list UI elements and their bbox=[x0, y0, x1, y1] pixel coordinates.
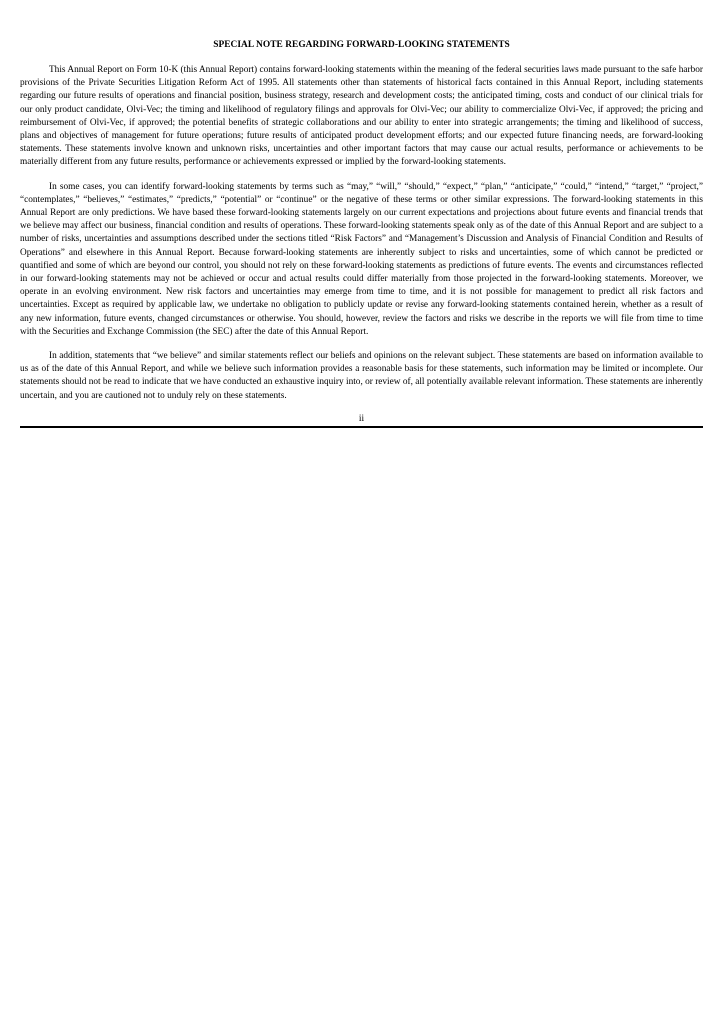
paragraph-identification: In some cases, you can identify forward-looking statements by terms such as “may,” “will,” “should,” “expect,” “plan,” “anticipate,” “could,” “intend,” “target,” “project,” “contemplates,” “believes,” “estimates,” “predicts,” “potential” or “continue” or the negative of these terms or other similar expressions. The forward-looking statements in this Annual Report are only predictions. We have based these forward-looking statements largely on our current expectations and projections about future events and financial trends that we believe may affect our business, financial condition and results of operations. These forward-looking statements speak only as of the date of this Annual Report and are subject to a number of risks, uncertainties and assumptions described under the sections titled “Risk Factors” and “Management’s Discussion and Analysis of Financial Condition and Results of Operations” and elsewhere in this Annual Report. Because forward-looking statements are inherently subject to risks and uncertainties, some of which cannot be predicted or quantified and some of which are beyond our control, you should not rely on these forward-looking statements as predictions of future events. The events and circumstances reflected in our forward-looking statements may not be achieved or occur and actual results could differ materially from those projected in the forward-looking statements. Moreover, we operate in an evolving environment. New risk factors and uncertainties may emerge from time to time, and it is not possible for management to predict all risk factors and uncertainties. Except as required by applicable law, we undertake no obligation to publicly update or revise any forward-looking statements contained herein, whether as a result of any new information, future events, changed circumstances or otherwise. You should, however, review the factors and risks we describe in the reports we will file from time to time with the Securities and Exchange Commission (the SEC) after the date of this Annual Report. bbox=[20, 181, 703, 337]
paragraph-intro: This Annual Report on Form 10-K (this Annual Report) contains forward-looking statements within the meaning of the federal securities laws made pursuant to the safe harbor provisions of the Private Securities Litigation Reform Act of 1995. All statements other than statements of historical facts contained in this Annual Report, including statements regarding our future results of operations and financial position, business strategy, research and development costs; the anticipated timing, costs and conduct of our clinical trials for our only product candidate, Olvi-Vec; the timing and likelihood of regulatory filings and approvals for Olvi-Vec; our ability to commercialize Olvi-Vec, if approved; the pricing and reimbursement of Olvi-Vec, if approved; the potential benefits of strategic collaborations and our ability to enter into strategic arrangements; the timing and likelihood of success, plans and objectives of management for future operations; future results of anticipated product development efforts; and our expected future financing needs, are forward-looking statements. These statements involve known and unknown risks, uncertainties and other important factors that may cause our actual results, performance or achievements to be materially different from any future results, performance or achievements expressed or implied by the forward-looking statements. bbox=[20, 65, 703, 168]
page-content bbox=[20, 40, 703, 428]
section-title: SPECIAL NOTE REGARDING FORWARD-LOOKING STATEMENTS bbox=[213, 40, 510, 50]
paragraph-beliefs: In addition, statements that “we believe” and similar statements reflect our beliefs and opinions on the relevant subject. These statements are based on information available to us as of the date of this Annual Report, and while we believe such information provides a reasonable basis for these statements, such information may be limited or incomplete. Our statements should not be read to indicate that we have conducted an exhaustive inquiry into, or review of, all potentially available relevant information. These statements are inherently uncertain, and you are cautioned not to unduly rely on these statements. bbox=[20, 351, 703, 401]
page-number: ii bbox=[358, 413, 365, 424]
page-footer-rule bbox=[20, 426, 703, 428]
